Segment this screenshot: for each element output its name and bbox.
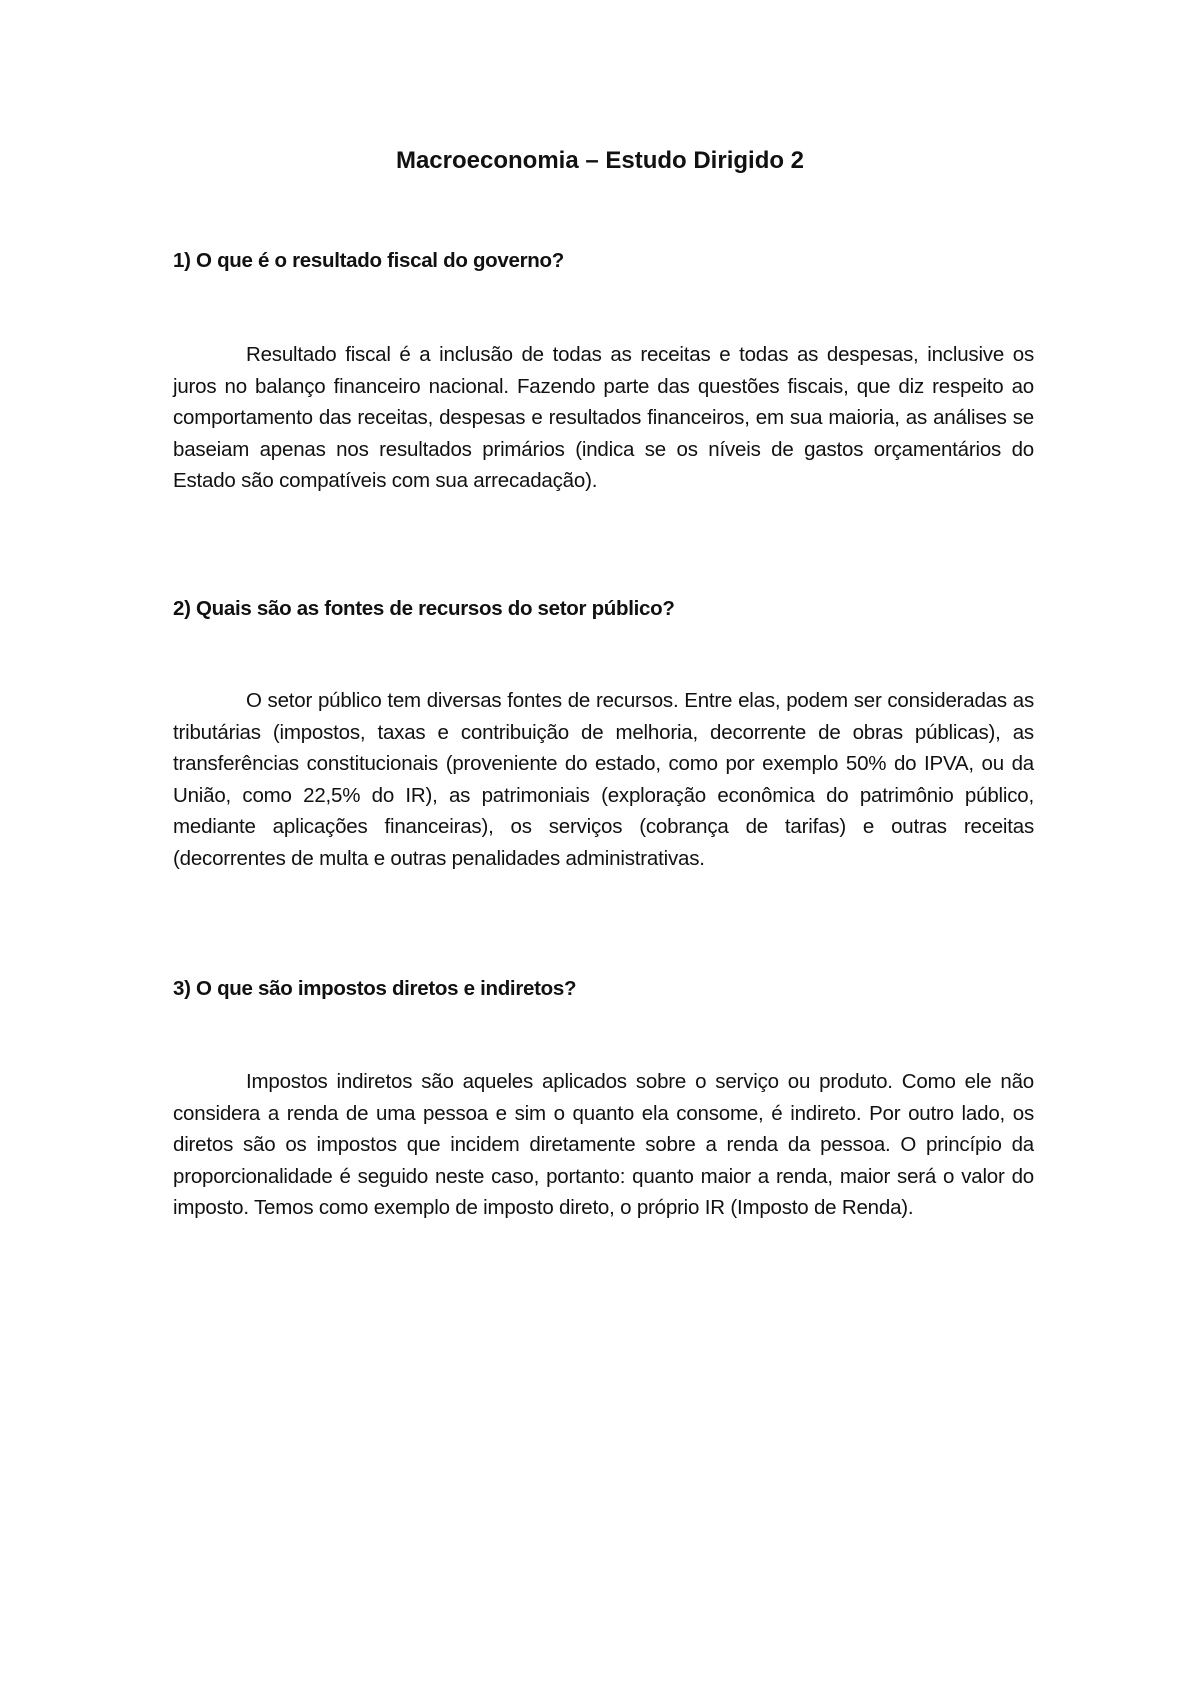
answer-1: Resultado fiscal é a inclusão de todas as receitas e todas as despesas, inclusive os juros no balanço financeiro nacional. Fazendo parte das questões fiscais, que diz respeito ao comportamento das receitas, despesas e resultados financeiros, em sua maioria, as análises se baseiam apenas nos resultados primários (indica se os níveis de gastos orçamentários do Estado são compatíveis com sua arrecadação). bbox=[173, 343, 1034, 493]
question-1: 1) O que é o resultado fiscal do governo? bbox=[173, 249, 564, 272]
question-2: 2) Quais são as fontes de recursos do setor público? bbox=[173, 597, 675, 620]
document-title: Macroeconomia – Estudo Dirigido 2 bbox=[395, 147, 805, 174]
question-3: 3) O que são impostos diretos e indiretos? bbox=[173, 977, 577, 1000]
answer-2: O setor público tem diversas fontes de recursos. Entre elas, podem ser consideradas as tributárias (impostos, taxas e contribuição de melhoria, decorrente de obras públicas), as transferências constitucionais (proveniente do estado, como por exemplo 50% do IPVA, ou da União, como 22,5% do IR), as patrimoniais (exploração econômica do patrimônio público, mediante aplicações financeiras), os serviços (cobrança de tarifas) e outras receitas (decorrentes de multa e outras penalidades administrativas. bbox=[173, 689, 1034, 870]
answer-3: Impostos indiretos são aqueles aplicados sobre o serviço ou produto. Como ele não considera a renda de uma pessoa e sim o quanto ela consome, é indireto. Por outro lado, os diretos são os impostos que incidem diretamente sobre a renda da pessoa. O princípio da proporcionalidade é seguido neste caso, portanto: quanto maior a renda, maior será o valor do imposto. Temos como exemplo de imposto direto, o próprio IR (Imposto de Renda). bbox=[173, 1070, 1034, 1220]
